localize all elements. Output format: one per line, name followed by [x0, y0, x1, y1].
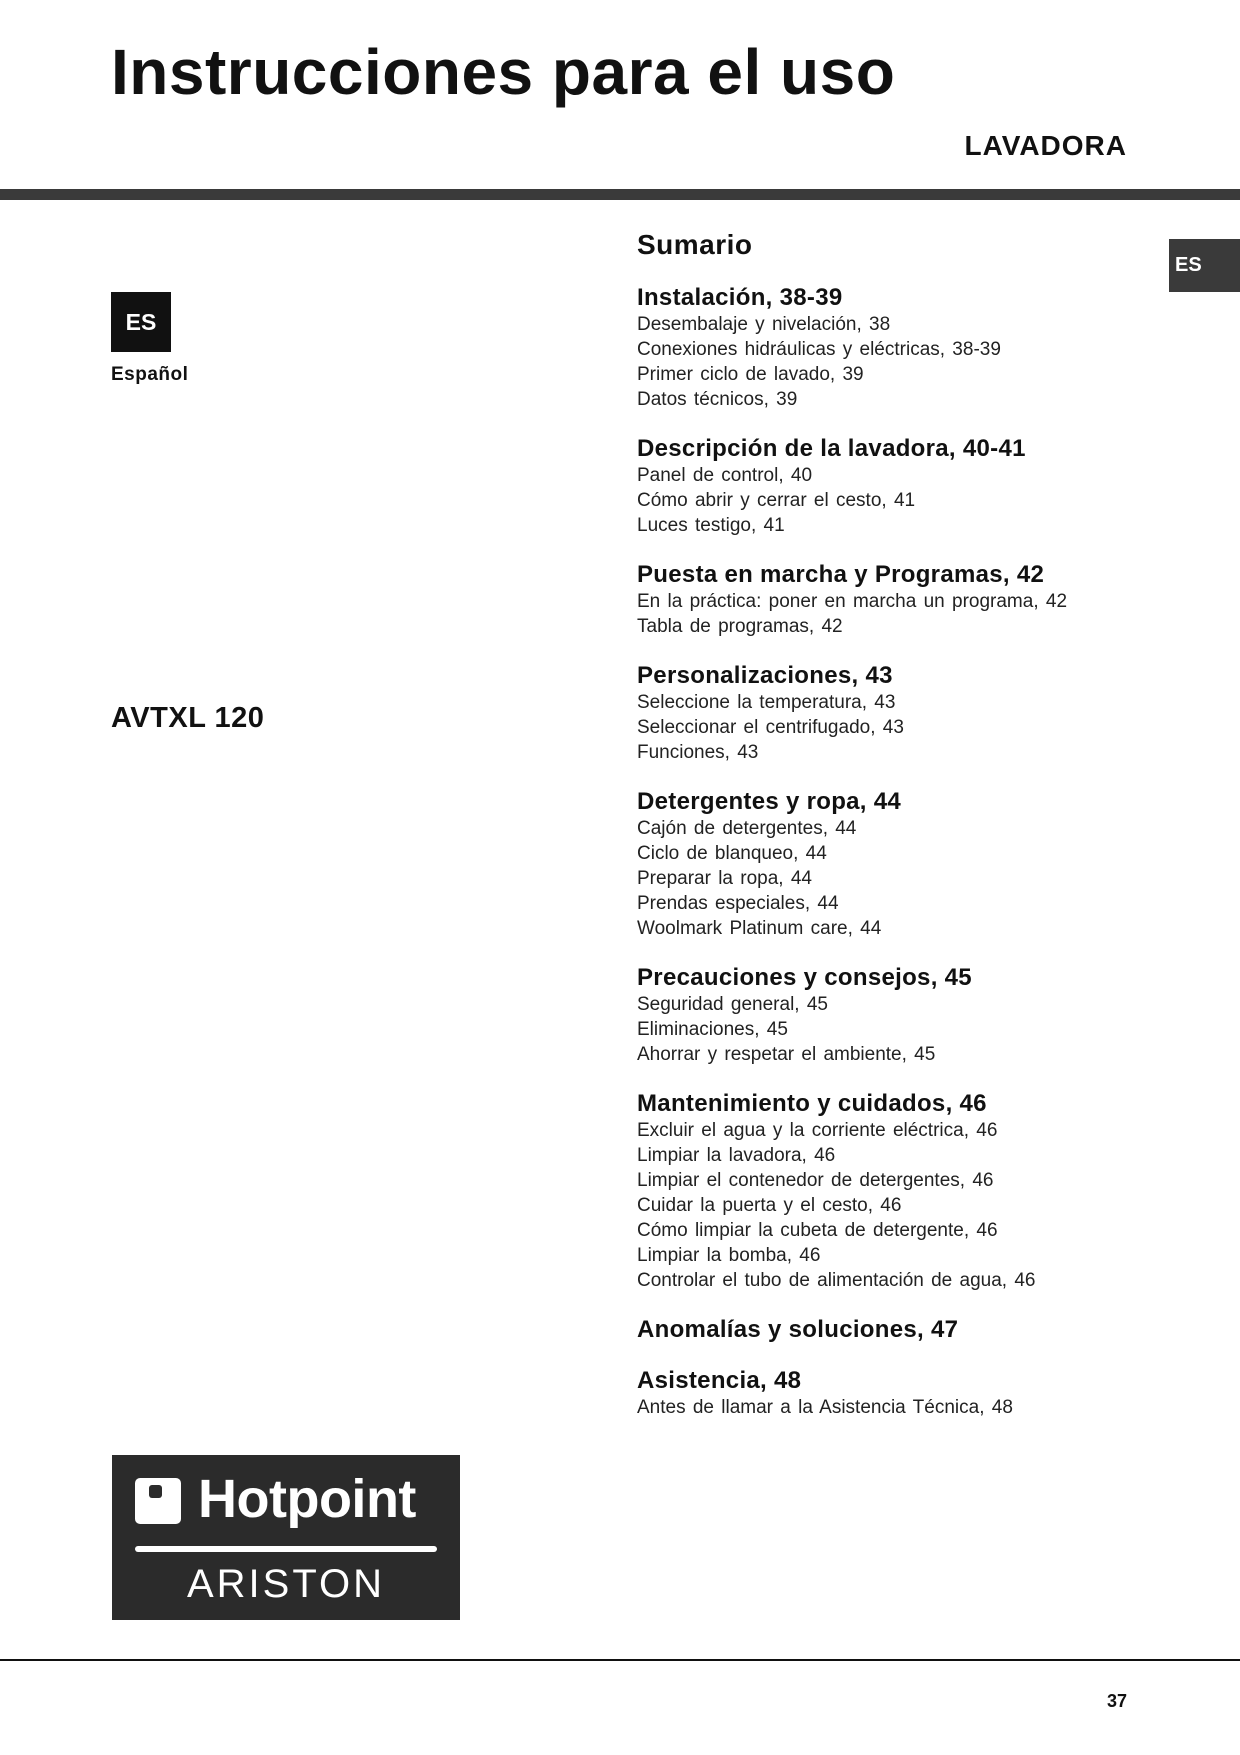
- toc-section: [637, 1090, 1157, 1293]
- toc-entry: Datos técnicos, 39: [637, 389, 798, 410]
- page-number: 37: [1106, 1691, 1127, 1711]
- toc-entry: Desembalaje y nivelación, 38: [637, 314, 891, 335]
- table-of-contents: [637, 228, 1157, 1443]
- document-title: Instrucciones para el uso: [111, 36, 896, 108]
- brand-logo: [112, 1455, 460, 1620]
- toc-entry: Funciones, 43: [637, 742, 759, 763]
- toc-entry: Seleccionar el centrifugado, 43: [637, 717, 904, 738]
- toc-section: [637, 662, 1157, 765]
- toc-section-title: Detergentes y ropa, 44: [637, 788, 902, 815]
- toc-entry: Controlar el tubo de alimentación de agua, 46: [637, 1270, 1036, 1291]
- toc-entry: Luces testigo, 41: [637, 515, 785, 536]
- toc-entry: Excluir el agua y la corriente eléctrica, 46: [637, 1120, 998, 1141]
- toc-entry: Eliminaciones, 45: [637, 1019, 788, 1040]
- logo-mark-icon: [135, 1478, 181, 1524]
- toc-entry: Limpiar el contenedor de detergentes, 46: [637, 1170, 994, 1191]
- toc-section-title: Instalación, 38-39: [637, 284, 843, 311]
- toc-section: [637, 1367, 1157, 1420]
- language-side-tab: ES: [1169, 239, 1240, 292]
- toc-entry: Limpiar la lavadora, 46: [637, 1145, 836, 1166]
- toc-section-title: Mantenimiento y cuidados, 46: [637, 1090, 987, 1117]
- toc-section-title: Precauciones y consejos, 45: [637, 964, 972, 991]
- language-code-badge: ES: [111, 292, 171, 352]
- toc-entry: Limpiar la bomba, 46: [637, 1245, 821, 1266]
- toc-section: [637, 435, 1157, 538]
- toc-entry: En la práctica: poner en marcha un programa, 42: [637, 591, 1068, 612]
- language-label: Español: [111, 364, 189, 385]
- toc-section: [637, 964, 1157, 1067]
- brand-subname: ARISTON: [186, 1562, 386, 1606]
- toc-entry: Tabla de programas, 42: [637, 616, 843, 637]
- toc-entry: Primer ciclo de lavado, 39: [637, 364, 864, 385]
- toc-entry: Conexiones hidráulicas y eléctricas, 38-39: [637, 339, 1001, 360]
- toc-entry: Cuidar la puerta y el cesto, 46: [637, 1195, 902, 1216]
- document-subtitle: LAVADORA: [964, 130, 1127, 161]
- toc-section-title: Descripción de la lavadora, 40-41: [637, 435, 1026, 462]
- toc-entry: Panel de control, 40: [637, 465, 813, 486]
- toc-entry: Seleccione la temperatura, 43: [637, 692, 896, 713]
- logo-divider: [135, 1546, 437, 1552]
- toc-section-title: Asistencia, 48: [637, 1367, 802, 1394]
- toc-entry: Prendas especiales, 44: [637, 893, 839, 914]
- toc-entry: Seguridad general, 45: [637, 994, 828, 1015]
- model-name: AVTXL 120: [111, 702, 265, 734]
- toc-entry: Ciclo de blanqueo, 44: [637, 843, 827, 864]
- toc-entry: Preparar la ropa, 44: [637, 868, 812, 889]
- footer-divider: [0, 1659, 1240, 1661]
- header-divider-bar: [0, 189, 1240, 200]
- toc-heading: Sumario: [637, 229, 753, 260]
- toc-entry: Woolmark Platinum care, 44: [637, 918, 882, 939]
- toc-entry: Cómo limpiar la cubeta de detergente, 46: [637, 1220, 998, 1241]
- toc-section: [637, 788, 1157, 941]
- toc-entry: Cajón de detergentes, 44: [637, 818, 857, 839]
- brand-name: Hotpoint: [198, 1469, 416, 1529]
- toc-entry: Antes de llamar a la Asistencia Técnica, 48: [637, 1397, 1013, 1418]
- toc-entry: Cómo abrir y cerrar el cesto, 41: [637, 490, 916, 511]
- toc-section: [637, 1316, 1157, 1344]
- toc-entry: Ahorrar y respetar el ambiente, 45: [637, 1044, 936, 1065]
- toc-section: [637, 561, 1157, 639]
- toc-section-title: Personalizaciones, 43: [637, 662, 893, 689]
- toc-sections: [637, 284, 1157, 1420]
- toc-section: [637, 284, 1157, 412]
- toc-section-title: Anomalías y soluciones, 47: [637, 1316, 959, 1343]
- toc-section-title: Puesta en marcha y Programas, 42: [637, 561, 1045, 588]
